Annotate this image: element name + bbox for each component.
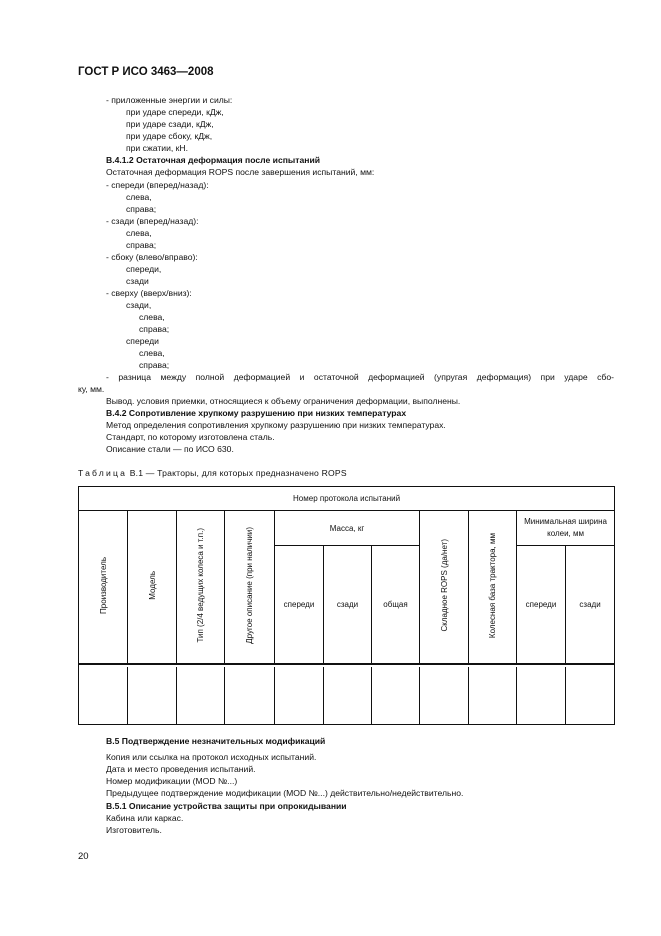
text-line: справа; bbox=[126, 240, 157, 250]
col-track-width: Минимальная ширина колеи, мм bbox=[517, 511, 615, 546]
col-model bbox=[128, 511, 177, 664]
text-line: Дата и место проведения испытаний. bbox=[106, 764, 256, 774]
text-line: справа; bbox=[139, 324, 170, 334]
mass-total: общая bbox=[372, 546, 420, 664]
section-heading: В.5.1 Описание устройства защиты при опрокидывании bbox=[106, 801, 347, 811]
col-other-description-label: Другое описание (при наличии) bbox=[245, 527, 254, 645]
tractors-table bbox=[78, 486, 615, 725]
text-line: слева, bbox=[139, 348, 165, 358]
col-model-label: Модель bbox=[147, 571, 157, 601]
text-line: Кабина или каркас. bbox=[106, 813, 184, 823]
protocol-number-header: Номер протокола испытаний bbox=[79, 487, 615, 511]
mass-front: спереди bbox=[275, 546, 324, 664]
col-manufacturer-label: Производитель bbox=[98, 557, 108, 615]
col-wheelbase-label: Колесная база трактора, мм bbox=[488, 533, 497, 639]
col-type bbox=[177, 511, 225, 664]
table-cell bbox=[177, 667, 225, 725]
table-cell bbox=[517, 667, 566, 725]
text-line: при ударе сзади, кДж, bbox=[126, 119, 214, 129]
col-type-label: Тип (2/4 ведущих колеса и т.п.) bbox=[196, 528, 205, 643]
track-front: спереди bbox=[517, 546, 566, 664]
text-line: спереди bbox=[126, 336, 159, 346]
text-line: - сзади (вперед/назад): bbox=[106, 216, 199, 226]
section-heading: В.4.2 Сопротивление хрупкому разрушению при низких температурах bbox=[106, 408, 407, 418]
document-header: ГОСТ Р ИСО 3463—2008 bbox=[78, 66, 214, 78]
text-line: - сбоку (влево/вправо): bbox=[106, 252, 198, 262]
section-heading: В.5 Подтверждение незначительных модификаций bbox=[106, 736, 326, 746]
text-line: при сжатии, кН. bbox=[126, 143, 189, 153]
mass-rear: сзади bbox=[324, 546, 372, 664]
section-heading: В.4.1.2 Остаточная деформация после испытаний bbox=[106, 155, 321, 165]
text-line: Изготовитель. bbox=[106, 825, 162, 835]
text-line: при ударе спереди, кДж, bbox=[126, 107, 224, 117]
text-line: спереди, bbox=[126, 264, 162, 274]
text-line: - приложенные энергии и силы: bbox=[106, 95, 233, 105]
track-rear: сзади bbox=[566, 546, 615, 664]
text-line: Метод определения сопротивления хрупкому разрушению при низких температурах. bbox=[106, 420, 446, 430]
text-line: справа; bbox=[126, 204, 157, 214]
col-wheelbase bbox=[469, 511, 517, 664]
text-line: слева, bbox=[126, 228, 152, 238]
text-line: при ударе сбоку, кДж, bbox=[126, 131, 213, 141]
col-manufacturer bbox=[79, 511, 128, 664]
text-line: Предыдущее подтверждение модификации (MOD №...) действительно/недействительно. bbox=[106, 788, 464, 798]
col-folding-rops bbox=[420, 511, 469, 664]
text-line: Номер модификации (MOD №...) bbox=[106, 776, 238, 786]
text-line: - разница между полной деформацией и остаточной деформацией (упругая деформация) при ударе сбо- bbox=[106, 372, 614, 382]
table-cell bbox=[420, 667, 469, 725]
table-cell bbox=[469, 667, 517, 725]
text-line: Стандарт, по которому изготовлена сталь. bbox=[106, 432, 275, 442]
text-line: - сверху (вверх/вниз): bbox=[106, 288, 192, 298]
text-line: слева, bbox=[139, 312, 165, 322]
text-line: сзади, bbox=[126, 300, 152, 310]
text-line: сзади bbox=[126, 276, 149, 286]
text-line: Описание стали — по ИСО 630. bbox=[106, 444, 234, 454]
table-cell bbox=[79, 667, 128, 725]
col-folding-rops-label: Складное ROPS (да/нет) bbox=[439, 539, 449, 633]
table-caption-text: В.1 — Тракторы, для которых предназначено ROPS bbox=[129, 468, 347, 478]
table-row bbox=[79, 667, 615, 725]
text-line: справа; bbox=[139, 360, 170, 370]
text-line: - спереди (вперед/назад): bbox=[106, 180, 209, 190]
table-caption-prefix: Таблица bbox=[78, 468, 128, 478]
table-cell bbox=[275, 667, 324, 725]
col-other-description bbox=[225, 511, 275, 664]
table-cell bbox=[324, 667, 372, 725]
text-line: Остаточная деформация ROPS после завершения испытаний, мм: bbox=[106, 167, 375, 177]
table-cell bbox=[225, 667, 275, 725]
table-cell bbox=[566, 667, 615, 725]
text-line: Копия или ссылка на протокол исходных испытаний. bbox=[106, 752, 317, 762]
page-number: 20 bbox=[78, 851, 89, 862]
table-cell bbox=[128, 667, 177, 725]
col-mass: Масса, кг bbox=[275, 511, 420, 546]
table-cell bbox=[372, 667, 420, 725]
text-line: слева, bbox=[126, 192, 152, 202]
text-line: Вывод. условия приемки, относящиеся к объему ограничения деформации, выполнены. bbox=[106, 396, 461, 406]
table-caption bbox=[78, 468, 347, 479]
text-line: ку, мм. bbox=[78, 384, 105, 394]
